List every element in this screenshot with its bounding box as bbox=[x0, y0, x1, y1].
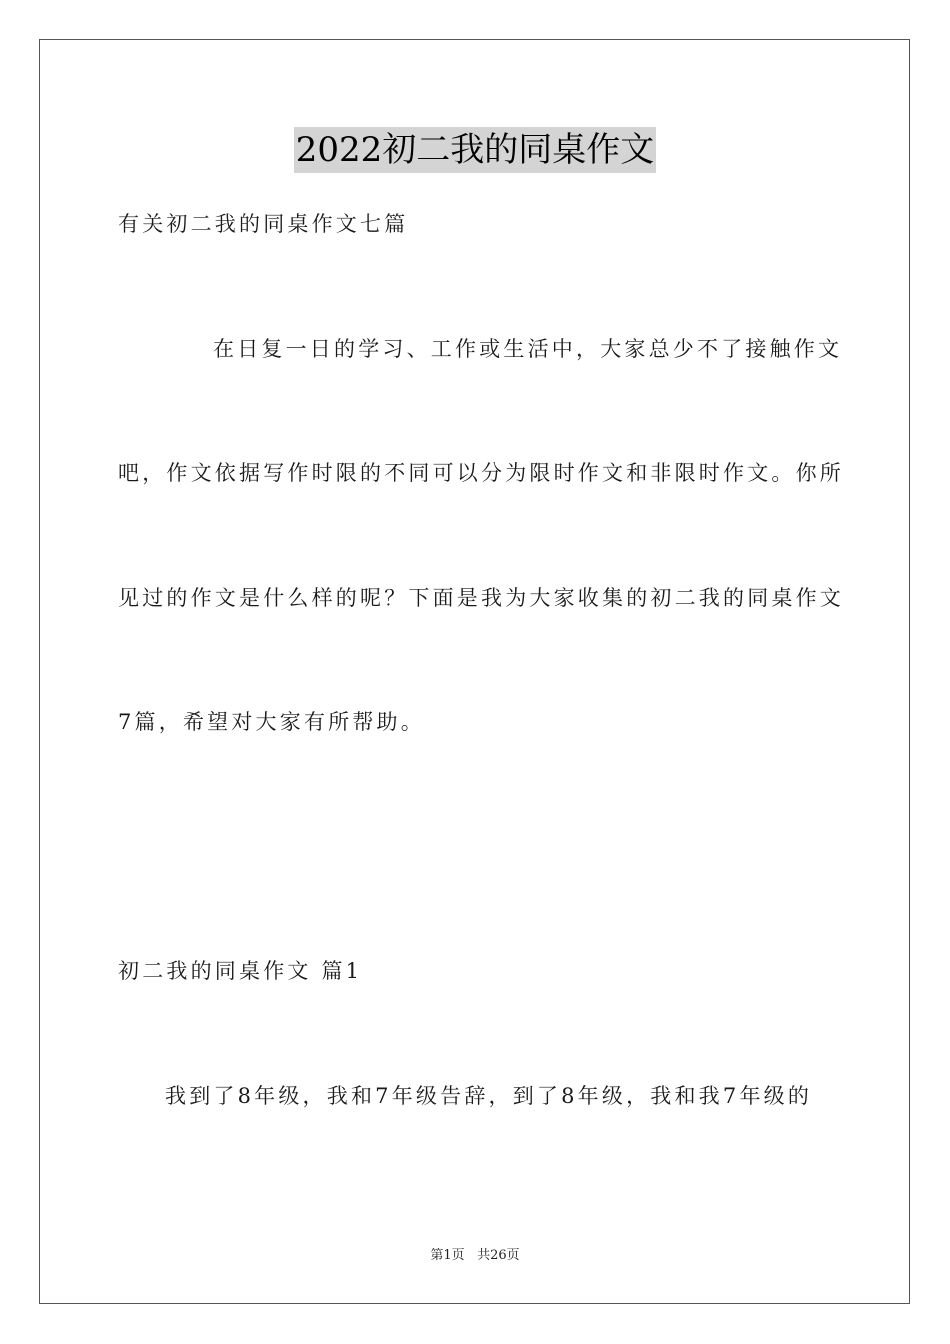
intro-line-4: 7篇，希望对大家有所帮助。 bbox=[118, 710, 425, 734]
intro-line-1: 在日复一日的学习、工作或生活中，大家总少不了接触作文 bbox=[213, 337, 843, 361]
document-title: 2022初二我的同桌作文 bbox=[294, 127, 657, 173]
page-footer bbox=[0, 1247, 950, 1265]
intro-line-3: 见过的作文是什么样的呢？下面是我为大家收集的初二我的同桌作文 bbox=[118, 586, 844, 610]
intro-line-2: 吧，作文依据写作时限的不同可以分为限时作文和非限时作文。你所 bbox=[118, 461, 844, 485]
document-title-wrap bbox=[0, 127, 950, 173]
document-subtitle: 有关初二我的同桌作文七篇 bbox=[118, 212, 409, 236]
page-number: 第1页 bbox=[430, 1248, 465, 1263]
body-line-1: 我到了8年级，我和7年级告辞，到了8年级，我和我7年级的 bbox=[165, 1084, 813, 1108]
page-total: 共26页 bbox=[477, 1248, 520, 1263]
section-heading: 初二我的同桌作文 篇1 bbox=[118, 959, 363, 983]
